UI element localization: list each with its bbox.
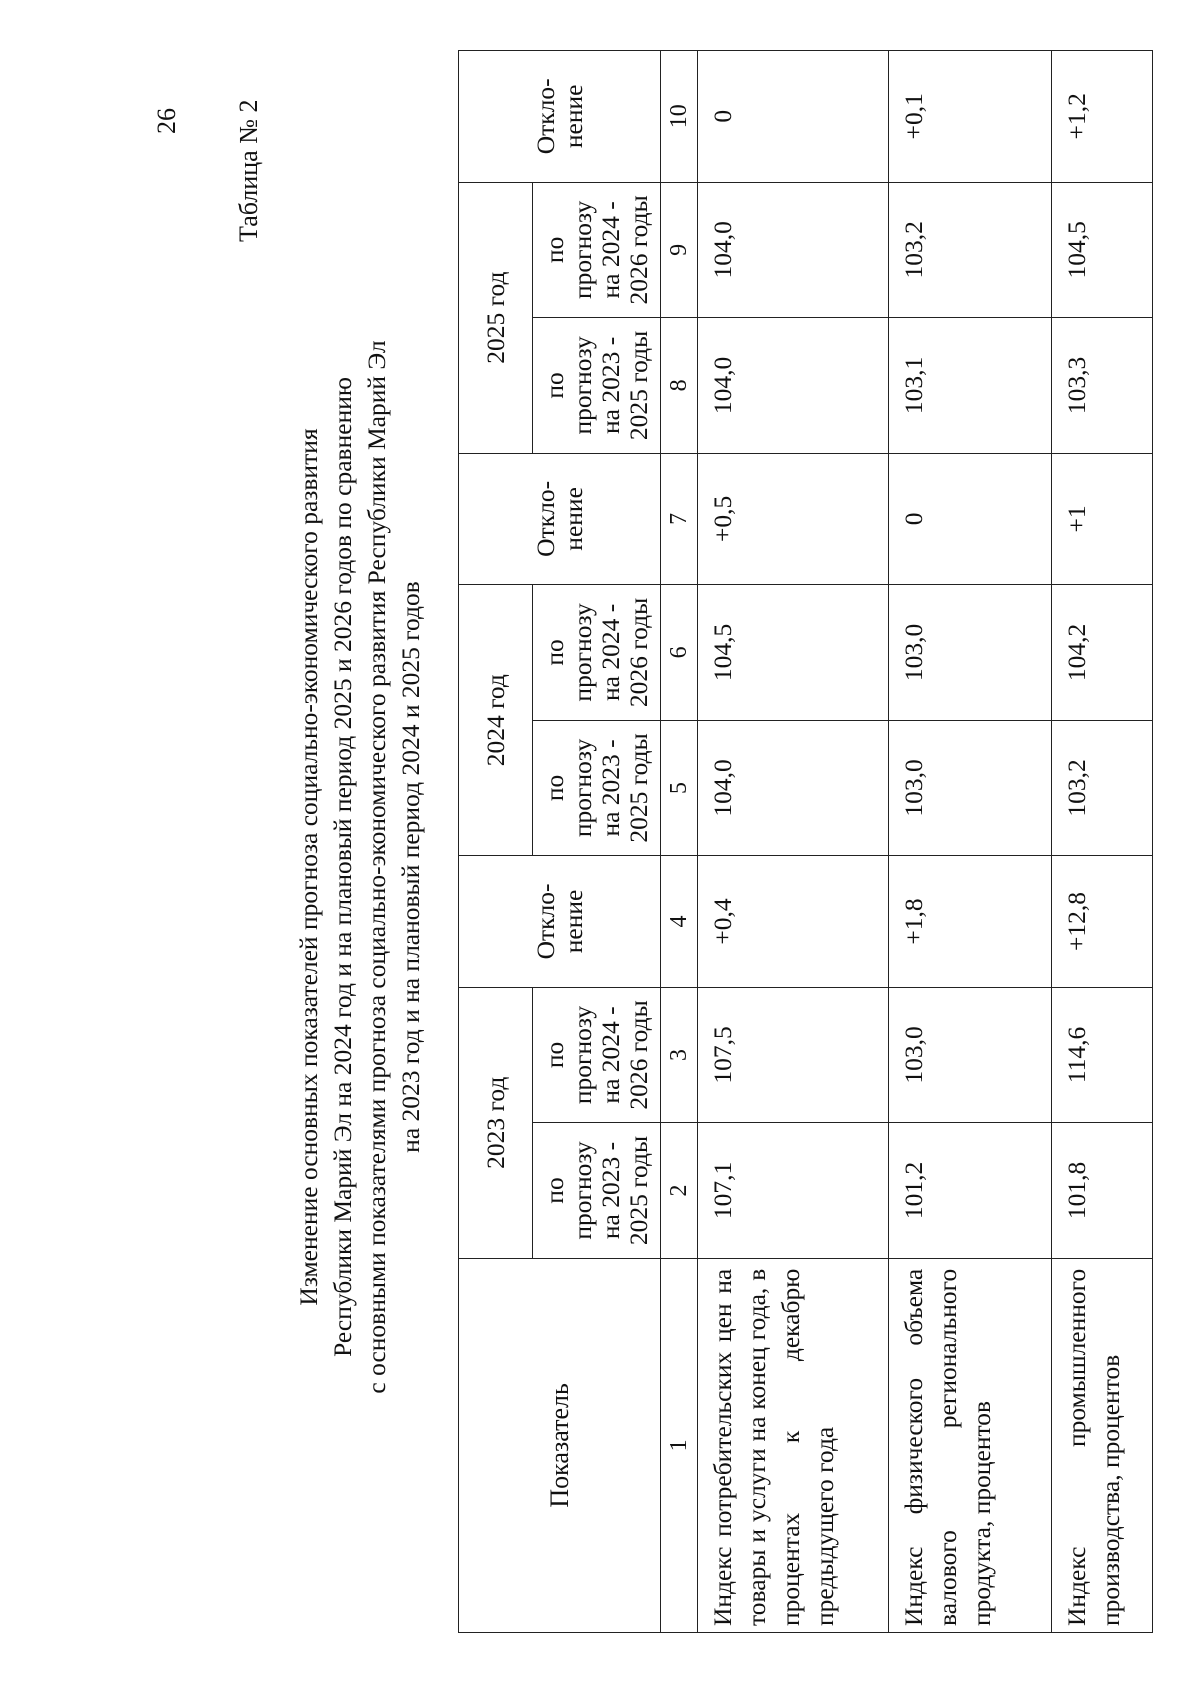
deviation-header-line: нение [558, 84, 588, 149]
table-row [889, 51, 1052, 1633]
title-line: Республики Марий Эл на 2024 год и на плановый период 2025 и 2026 годов по сравнению [328, 377, 357, 1357]
sub-header-line: по [539, 774, 569, 802]
value-cell: 103,0 [889, 987, 1052, 1123]
deviation-cell: +0,1 [889, 51, 1052, 183]
value-cell: 103,1 [889, 318, 1052, 454]
forecast-prev-header-2024 [533, 720, 661, 856]
year-header-2023: 2023 год [459, 987, 533, 1258]
title-line: Изменение основных показателей прогноза социально-экономического развития [294, 428, 323, 1306]
forecast-new-header-2023 [533, 987, 661, 1123]
sub-header-line: по [539, 1041, 569, 1069]
column-number: 10 [661, 51, 698, 183]
sub-header-line: прогнозу [567, 1005, 597, 1105]
value-cell: 103,3 [1052, 318, 1153, 454]
indicator-header: Показатель [459, 1258, 661, 1632]
sub-header-line: на 2023 - [595, 1141, 625, 1240]
value-cell: 103,0 [889, 720, 1052, 856]
forecast-new-header-2024 [533, 585, 661, 721]
value-cell: 104,5 [1052, 182, 1153, 318]
sub-header-line: прогнозу [567, 603, 597, 702]
value-cell: 104,0 [698, 720, 889, 856]
deviation-header-line: нение [558, 487, 588, 551]
deviation-cell: +0,4 [698, 856, 889, 987]
deviation-cell: +0,5 [698, 453, 889, 584]
value-cell: 103,2 [889, 182, 1052, 318]
sub-header-line: прогнозу [567, 336, 597, 435]
value-cell: 114,6 [1052, 987, 1153, 1123]
column-number: 1 [661, 1258, 698, 1632]
sub-header-line: 2025 годы [623, 330, 653, 441]
sub-header-line: на 2024 - [595, 1006, 625, 1104]
deviation-cell: +1 [1052, 453, 1153, 584]
column-number: 3 [661, 987, 698, 1123]
value-cell: 103,0 [889, 585, 1052, 721]
deviation-header-line: Откло- [530, 480, 560, 557]
indicator-cell: Индекс потребительских цен на товары и услуги на конец года, в процентах к декабрю предыдущего года [698, 1258, 889, 1632]
deviation-header-2023 [459, 856, 661, 987]
sub-header-line: на 2024 - [595, 603, 625, 702]
table-row [1052, 51, 1153, 1633]
title-line: с основными показателями прогноза социально-экономического развития Республики Марий Эл [362, 340, 391, 1394]
value-cell: 101,8 [1052, 1123, 1153, 1259]
column-number-row [661, 51, 698, 1633]
table-row [698, 51, 889, 1633]
value-cell: 101,2 [889, 1123, 1052, 1259]
title-line: на 2023 год и на плановый период 2024 и 2025 годов [396, 581, 425, 1153]
sub-header-line: на 2024 - [595, 201, 625, 299]
sub-header-line: по [539, 639, 569, 666]
sub-header-line: прогнозу [567, 1141, 597, 1240]
column-number: 2 [661, 1123, 698, 1259]
column-number: 6 [661, 585, 698, 721]
deviation-header-line: Откло- [530, 78, 560, 155]
value-cell: 103,2 [1052, 720, 1153, 856]
value-cell: 104,0 [698, 318, 889, 454]
sub-header-line: по [539, 236, 569, 264]
deviation-header-line: нение [558, 889, 588, 954]
deviation-header-2024 [459, 453, 661, 584]
forecast-new-header-2025 [533, 182, 661, 318]
indicator-cell: Индекс физического объема валового регионального продукта, процентов [889, 1258, 1052, 1632]
sub-header-line: на 2023 - [595, 739, 625, 837]
sub-header-line: 2026 годы [623, 195, 653, 305]
value-cell: 104,5 [698, 585, 889, 721]
year-header-2024: 2024 год [459, 585, 533, 856]
value-cell: 107,1 [698, 1123, 889, 1259]
deviation-cell: +1,8 [889, 856, 1052, 987]
deviation-header-2025 [459, 51, 661, 183]
sub-header-line: 2025 годы [623, 733, 653, 843]
sub-header-line: на 2023 - [595, 336, 625, 434]
sub-header-line: по [539, 1177, 569, 1204]
forecast-prev-header-2023 [533, 1123, 661, 1259]
deviation-header-line: Откло- [530, 883, 560, 960]
deviation-cell: +12,8 [1052, 856, 1153, 987]
sub-header-line: прогнозу [567, 200, 597, 300]
table-title [292, 277, 428, 1457]
indicator-cell: Индекс промышленного производства, процентов [1052, 1258, 1153, 1632]
value-cell: 104,2 [1052, 585, 1153, 721]
value-cell: 107,5 [698, 987, 889, 1123]
year-header-2025: 2025 год [459, 182, 533, 453]
value-cell: 104,0 [698, 182, 889, 318]
deviation-cell: 0 [889, 453, 1052, 584]
column-number: 8 [661, 318, 698, 454]
column-number: 9 [661, 182, 698, 318]
column-number: 5 [661, 720, 698, 856]
sub-header-line: прогнозу [567, 738, 597, 838]
page-number: 26 [152, 108, 181, 134]
sub-header-line: по [539, 372, 569, 399]
indicators-table [458, 50, 1153, 1633]
table-label: Таблица № 2 [234, 99, 263, 242]
column-number: 7 [661, 453, 698, 584]
forecast-prev-header-2025 [533, 318, 661, 454]
sub-header-line: 2025 годы [623, 1135, 653, 1246]
deviation-cell: 0 [698, 51, 889, 183]
sub-header-line: 2026 годы [623, 597, 653, 708]
sub-header-line: 2026 годы [623, 1000, 653, 1110]
column-number: 4 [661, 856, 698, 987]
deviation-cell: +1,2 [1052, 51, 1153, 183]
